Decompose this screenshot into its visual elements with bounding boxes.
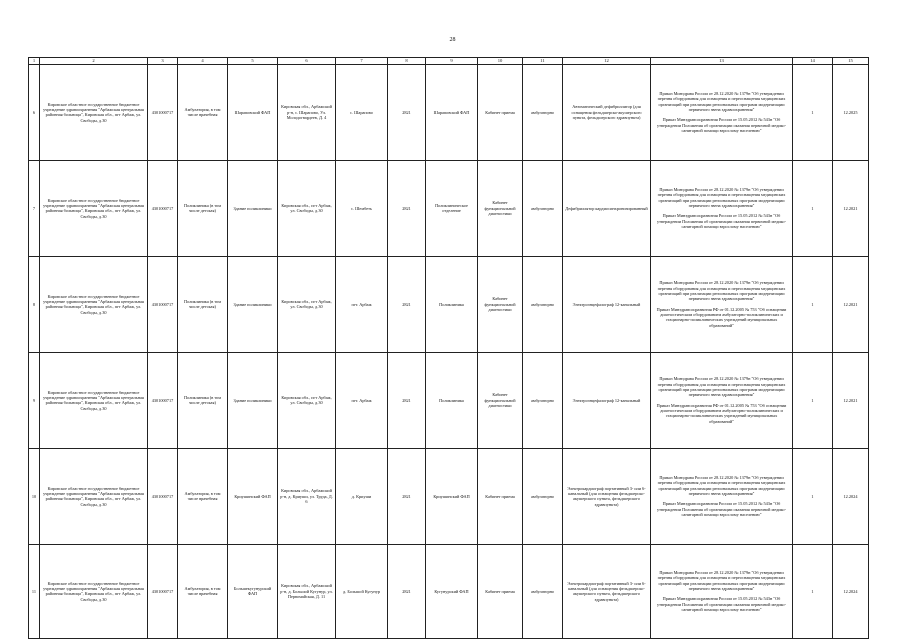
unit-type-cell: Поликлиника (в том числе детская) — [178, 160, 228, 256]
legal-basis-line: Приказ Минздравсоцразвития РФ от 01.12.2005 № 753 "Об оснащении диагностическим оборудованием амбулаторно-поликлинических и стационарно-поликлинических учреждений муниципальных образований" — [656, 306, 787, 328]
code2-cell: 2821 — [388, 64, 426, 160]
legal-basis-cell — [651, 448, 793, 544]
row-number: 6 — [29, 64, 40, 160]
organization-cell: Кировское областное государственное бюджетное учреждение здравоохранения "Арбажская центральная районная больница", Кировская обл., пгт Арбаж, ул. Свободы, д.30 — [40, 448, 148, 544]
legal-basis-line: Приказ Минздрава России от 28.12.2020 № 1379н "Об утверждении перечня оборудования для оснащения и переоснащения медицинских организаций при реализации региональных программ модернизации первичного звена здравоохранения" — [657, 376, 786, 398]
room-cell: Кабинет функциональной диагностики — [478, 352, 523, 448]
table-row — [29, 448, 869, 544]
department-cell: Шараповский ФАП — [426, 64, 478, 160]
legal-basis-line: Приказ Минздрава России от 28.12.2020 № 1379н "Об утверждении перечня оборудования для оснащения и переоснащения медицинских организаций при реализации региональных программ модернизации первичного звена здравоохранения" — [657, 90, 786, 113]
address-cell: Кировская обл., пгт Арбаж, ул. Свободы, д.30 — [278, 352, 336, 448]
column-number: 11 — [523, 58, 563, 65]
table-row — [29, 160, 869, 256]
building-cell: Криушинский ФАП — [228, 448, 278, 544]
legal-basis-cell — [651, 64, 793, 160]
unit-type-cell: Поликлиника (в том числе детская) — [178, 256, 228, 352]
organization-cell: Кировское областное государственное бюджетное учреждение здравоохранения "Арбажская центральная районная больница", Кировская обл., пгт Арбаж, ул. Свободы, д.30 — [40, 544, 148, 638]
code-cell: 4301000717 — [148, 544, 178, 638]
legal-basis-line: Приказ Минздравсоцразвития России от 15.05.2012 № 543н "Об утверждении Положения об организации оказания первичной медико-санитарной помощи взрослому населению" — [656, 117, 787, 134]
equipment-cell: Электрокардиограф портативный 3- или 6-канальный (для оснащения фельдшерско-акушерского пункта, фельдшерского здравпункта) — [563, 544, 651, 638]
address-cell: Кировская обл., Арбажский р-н, д. Большой Кугунур, ул. Первомайская, Д. 11 — [278, 544, 336, 638]
department-cell: Кугунурский ФАП — [426, 544, 478, 638]
legal-basis-line: Приказ Минздравсоцразвития РФ от 01.12.2005 № 753 "Об оснащении диагностическим оборудованием амбулаторно-поликлинических и стационарно-поликлинических учреждений муниципальных образований" — [656, 402, 787, 424]
legal-basis-line: Приказ Минздравсоцразвития России от 15.05.2012 № 543н "Об утверждении Положения об организации оказания первичной медико-санитарной помощи взрослому населению" — [656, 501, 787, 518]
legal-basis-line: Приказ Минздрава России от 28.12.2020 № 1379н "Об утверждении перечня оборудования для оснащения и переоснащения медицинских организаций при реализации региональных программ модернизации первичного звена здравоохранения" — [657, 569, 786, 592]
unit-type-cell: Поликлиника (в том числе детская) — [178, 352, 228, 448]
equipment-cell: Электроэнцефалограф 12-канальный — [563, 352, 651, 448]
row-number: 11 — [29, 544, 40, 638]
column-number: 14 — [793, 58, 833, 65]
quantity-cell: 1 — [793, 544, 833, 638]
room-cell: Кабинет приема — [478, 64, 523, 160]
code-cell: 4301000717 — [148, 352, 178, 448]
row-number: 8 — [29, 256, 40, 352]
code-cell: 4301000717 — [148, 448, 178, 544]
quantity-cell: 1 — [793, 256, 833, 352]
room-cell: Кабинет приема — [478, 448, 523, 544]
organization-cell: Кировское областное государственное бюджетное учреждение здравоохранения "Арбажская центральная районная больница", Кировская обл., пгт Арбаж, ул. Свободы, д.30 — [40, 64, 148, 160]
building-cell: Шараповский ФАП — [228, 64, 278, 160]
column-number: 2 — [40, 58, 148, 65]
row-number: 9 — [29, 352, 40, 448]
column-number: 4 — [178, 58, 228, 65]
unit-type-cell: Амбулатория, в том числе врачебная — [178, 64, 228, 160]
row-number: 10 — [29, 448, 40, 544]
legal-basis-cell — [651, 352, 793, 448]
department-cell: Поликлиника — [426, 352, 478, 448]
address-cell: Кировская обл., пгт Арбаж, ул. Свободы, д.30 — [278, 160, 336, 256]
quantity-cell: 1 — [793, 448, 833, 544]
column-number: 13 — [651, 58, 793, 65]
quantity-cell: 1 — [793, 160, 833, 256]
locality-cell: пгт. Арбаж — [336, 352, 388, 448]
table-row — [29, 352, 869, 448]
column-number: 15 — [833, 58, 869, 65]
table-row — [29, 544, 869, 638]
date-cell: 12.2024 — [833, 544, 869, 638]
equipment-cell: Электрокардиограф портативный 3- или 6-канальный (для оснащения фельдшерско-акушерского пункта, фельдшерского здравпункта) — [563, 448, 651, 544]
care-type-cell: амбулаторно — [523, 64, 563, 160]
locality-cell: пгт. Арбаж — [336, 256, 388, 352]
code2-cell: 2821 — [388, 544, 426, 638]
equipment-cell: Электроэнцефалограф 12-канальный — [563, 256, 651, 352]
code2-cell: 2821 — [388, 448, 426, 544]
column-number: 7 — [336, 58, 388, 65]
legal-basis-cell — [651, 256, 793, 352]
column-number-row — [29, 58, 869, 65]
date-cell: 12.2021 — [833, 256, 869, 352]
building-cell: Здание поликлиники — [228, 160, 278, 256]
locality-cell: с. Шарапово — [336, 64, 388, 160]
column-number: 5 — [228, 58, 278, 65]
date-cell: 12.2021 — [833, 352, 869, 448]
legal-basis-line: Приказ Минздрава России от 28.12.2020 № 1379н "Об утверждении перечня оборудования для оснащения и переоснащения медицинских организаций при реализации региональных программ модернизации первичного звена здравоохранения" — [657, 280, 786, 302]
address-cell: Кировская обл., пгт Арбаж, ул. Свободы, д.30 — [278, 256, 336, 352]
locality-cell: д. Большой Кугунур — [336, 544, 388, 638]
care-type-cell: амбулаторно — [523, 544, 563, 638]
care-type-cell: амбулаторно — [523, 256, 563, 352]
unit-type-cell: Амбулатория, в том числе врачебная — [178, 448, 228, 544]
department-cell: Поликлиника — [426, 256, 478, 352]
quantity-cell: 1 — [793, 64, 833, 160]
organization-cell: Кировское областное государственное бюджетное учреждение здравоохранения "Арбажская центральная районная больница", Кировская обл., пгт Арбаж, ул. Свободы, д.30 — [40, 256, 148, 352]
column-number: 10 — [478, 58, 523, 65]
organization-cell: Кировское областное государственное бюджетное учреждение здравоохранения "Арбажская центральная районная больница", Кировская обл., пгт Арбаж, ул. Свободы, д.30 — [40, 160, 148, 256]
page-number: 28 — [449, 37, 456, 43]
column-number: 6 — [278, 58, 336, 65]
room-cell: Кабинет функциональной диагностики — [478, 160, 523, 256]
column-number: 8 — [388, 58, 426, 65]
code2-cell: 2821 — [388, 352, 426, 448]
column-number: 1 — [29, 58, 40, 65]
care-type-cell: амбулаторно — [523, 352, 563, 448]
equipment-cell: Дефибриллятор кардиосинхронизированный — [563, 160, 651, 256]
date-cell: 12.2021 — [833, 160, 869, 256]
building-cell: Здание поликлиники — [228, 256, 278, 352]
table-row — [29, 256, 869, 352]
code2-cell: 2821 — [388, 160, 426, 256]
legal-basis-cell — [651, 544, 793, 638]
column-number: 12 — [563, 58, 651, 65]
code-cell: 4301000717 — [148, 160, 178, 256]
column-number: 3 — [148, 58, 178, 65]
table-row — [29, 64, 869, 160]
quantity-cell: 1 — [793, 352, 833, 448]
legal-basis-cell — [651, 160, 793, 256]
row-number: 7 — [29, 160, 40, 256]
organization-cell: Кировское областное государственное бюджетное учреждение здравоохранения "Арбажская центральная районная больница", Кировская обл., пгт Арбаж, ул. Свободы, д.30 — [40, 352, 148, 448]
equipment-registry-table — [28, 57, 869, 639]
legal-basis-line: Приказ Минздравсоцразвития России от 15.05.2012 № 543н "Об утверждении Положения об организации оказания первичной медико-санитарной помощи взрослому населению" — [656, 213, 787, 230]
address-cell: Кировская обл., Арбажский р-н, д. Криуши, ул. Труда, Д. 6 — [278, 448, 336, 544]
date-cell: 12.2025 — [833, 64, 869, 160]
date-cell: 12.2024 — [833, 448, 869, 544]
legal-basis-line: Приказ Минздрава России от 28.12.2020 № 1379н "Об утверждении перечня оборудования для оснащения и переоснащения медицинских организаций при реализации региональных программ модернизации первичного звена здравоохранения" — [657, 474, 786, 497]
care-type-cell: амбулаторно — [523, 160, 563, 256]
legal-basis-line: Приказ Минздравсоцразвития России от 15.05.2012 № 543н "Об утверждении Положения об организации оказания первичной медико-санитарной помощи взрослому населению" — [656, 596, 787, 613]
code2-cell: 2821 — [388, 256, 426, 352]
locality-cell: с. Шембеть — [336, 160, 388, 256]
unit-type-cell: Амбулатория, в том числе врачебная — [178, 544, 228, 638]
department-cell: Криушинский ФАП — [426, 448, 478, 544]
column-number: 9 — [426, 58, 478, 65]
building-cell: Здание поликлиники — [228, 352, 278, 448]
address-cell: Кировская обл., Арбажский р-н, с. Шарапово, Ул. Молодогвардеев, Д. 4 — [278, 64, 336, 160]
locality-cell: д. Криуши — [336, 448, 388, 544]
building-cell: Большекугунурский ФАП — [228, 544, 278, 638]
legal-basis-line: Приказ Минздрава России от 28.12.2020 № 1379н "Об утверждении перечня оборудования для оснащения и переоснащения медицинских организаций при реализации региональных программ модернизации первичного звена здравоохранения" — [657, 186, 786, 209]
room-cell: Кабинет функциональной диагностики — [478, 256, 523, 352]
code-cell: 4301000717 — [148, 256, 178, 352]
care-type-cell: амбулаторно — [523, 448, 563, 544]
code-cell: 4301000717 — [148, 64, 178, 160]
department-cell: Поликлиническое отделение — [426, 160, 478, 256]
equipment-cell: Автоматический дефибриллятор (для оснащения фельдшерско-акушерского пункта, фельдшерского здравпункта) — [563, 64, 651, 160]
room-cell: Кабинет приема — [478, 544, 523, 638]
